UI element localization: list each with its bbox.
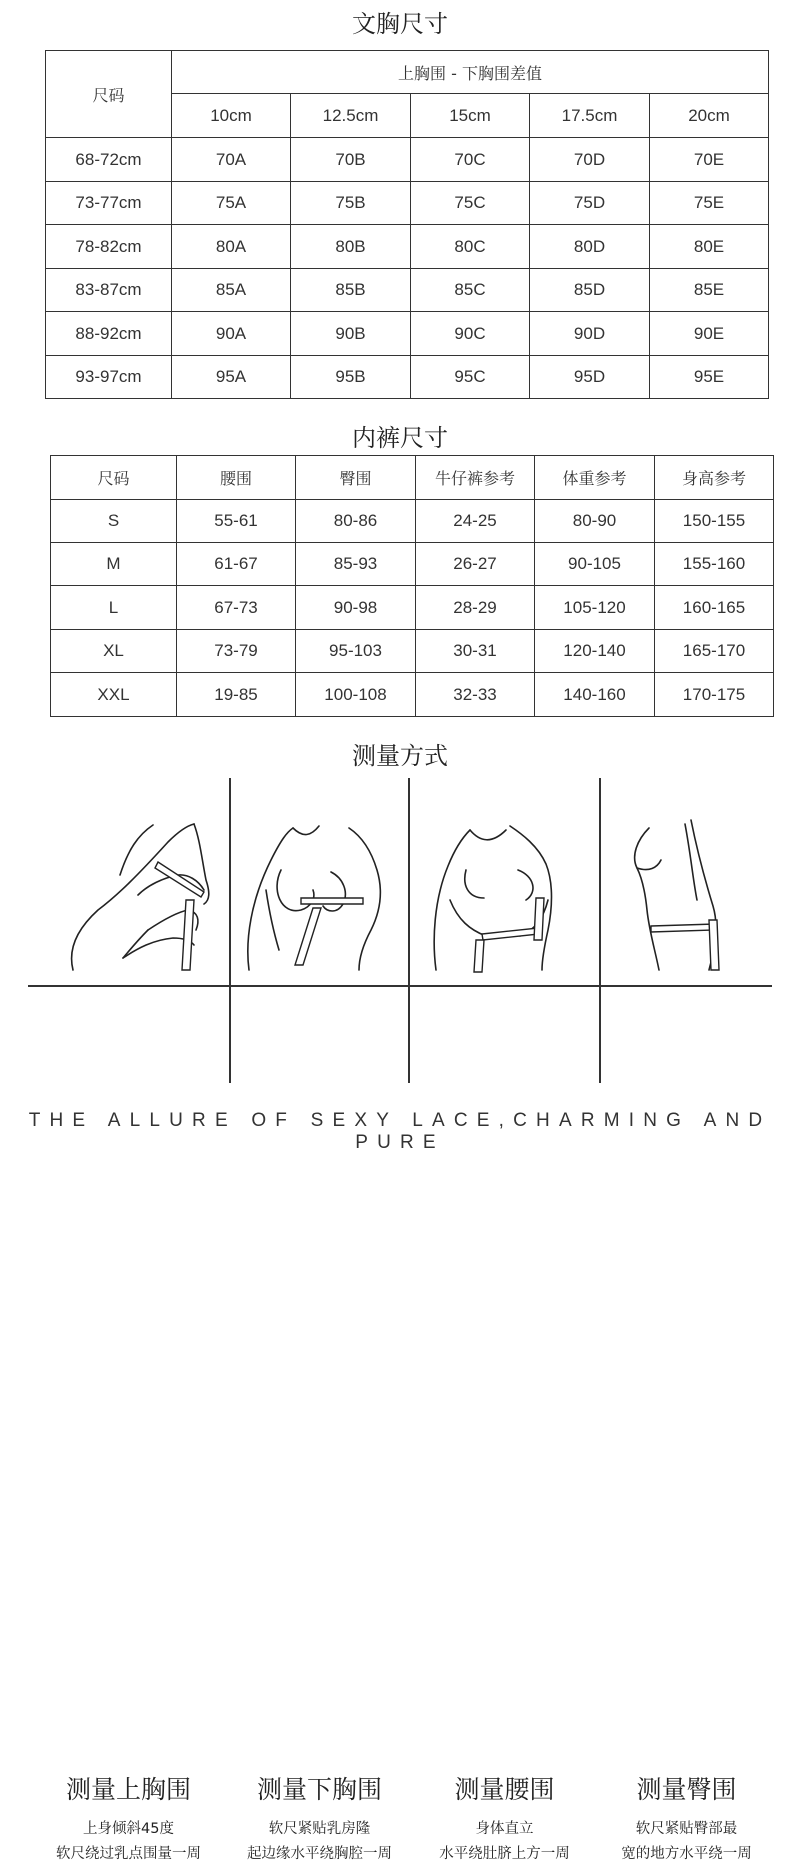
upper-bust-figure-icon: [28, 780, 229, 985]
panty-cell: 155-160: [655, 543, 774, 586]
bra-size-cell: 90C: [411, 312, 530, 356]
bra-size-cell: 70D: [530, 138, 650, 182]
bra-size-cell: 90A: [172, 312, 291, 356]
bra-size-cell: 95B: [291, 356, 411, 399]
panty-header-cell: 腰围: [177, 456, 296, 500]
bra-size-table: [45, 50, 769, 399]
bra-col-header: 17.5cm: [530, 94, 650, 138]
panty-cell: 55-61: [177, 500, 296, 543]
bra-col-header: 12.5cm: [291, 94, 411, 138]
panty-cell: 105-120: [535, 586, 655, 630]
table-row: [46, 182, 769, 225]
panty-cell: 61-67: [177, 543, 296, 586]
panty-header-cell: 臀围: [296, 456, 416, 500]
bra-size-cell: 80C: [411, 225, 530, 269]
panty-cell: 120-140: [535, 630, 655, 673]
bra-col-header: 10cm: [172, 94, 291, 138]
bra-size-cell: 90D: [530, 312, 650, 356]
table-row: [51, 543, 774, 586]
bra-size-cell: 75C: [411, 182, 530, 225]
measure-panel-hip: [601, 780, 772, 1862]
panty-cell: 150-155: [655, 500, 774, 543]
bra-range-cell: 93-97cm: [46, 356, 172, 399]
bra-size-cell: 80D: [530, 225, 650, 269]
table-row: [46, 225, 769, 269]
panty-cell: 160-165: [655, 586, 774, 630]
panty-cell: 95-103: [296, 630, 416, 673]
bra-col-header: 15cm: [411, 94, 530, 138]
bra-size-cell: 95C: [411, 356, 530, 399]
panty-size-title: 内裤尺寸: [352, 424, 448, 452]
bra-range-cell: 73-77cm: [46, 182, 172, 225]
bra-range-cell: 83-87cm: [46, 269, 172, 312]
measure-panel-line1: 软尺紧贴乳房隆: [268, 1821, 371, 1837]
bra-size-cell: 80E: [650, 225, 769, 269]
panty-size-table: [50, 455, 774, 717]
bra-size-cell: 70C: [411, 138, 530, 182]
panty-header-cell: 尺码: [51, 456, 177, 500]
panty-cell: 140-160: [535, 673, 655, 717]
measure-panel-upper-bust: [28, 780, 229, 1862]
bra-col-header: 20cm: [650, 94, 769, 138]
panty-cell: 30-31: [416, 630, 535, 673]
bra-range-cell: 68-72cm: [46, 138, 172, 182]
panty-cell: S: [51, 500, 177, 543]
hip-figure-icon: [601, 780, 772, 985]
panty-cell: 19-85: [177, 673, 296, 717]
bra-size-cell: 95A: [172, 356, 291, 399]
panty-cell: 80-86: [296, 500, 416, 543]
panty-cell: 100-108: [296, 673, 416, 717]
bra-size-cell: 85C: [411, 269, 530, 312]
measure-panel-line2: 宽的地方水平绕一周: [621, 1846, 752, 1862]
measure-panel-title: 测量上胸围: [65, 1775, 191, 1804]
bra-size-cell: 85B: [291, 269, 411, 312]
brand-tagline: THE ALLURE OF SEXY LACE,CHARMING AND PURE: [28, 1110, 772, 1153]
bra-size-cell: 85A: [172, 269, 291, 312]
bra-size-cell: 70A: [172, 138, 291, 182]
panty-cell: 73-79: [177, 630, 296, 673]
panty-cell: 90-105: [535, 543, 655, 586]
measure-panel-title: 测量臀围: [636, 1775, 737, 1804]
panty-header-cell: 身高参考: [655, 456, 774, 500]
bra-range-cell: 88-92cm: [46, 312, 172, 356]
bra-size-cell: 75B: [291, 182, 411, 225]
panty-cell: XXL: [51, 673, 177, 717]
bra-range-cell: 78-82cm: [46, 225, 172, 269]
panty-cell: 32-33: [416, 673, 535, 717]
bra-size-cell: 70E: [650, 138, 769, 182]
panty-cell: 67-73: [177, 586, 296, 630]
bra-size-cell: 90B: [291, 312, 411, 356]
bra-size-title: 文胸尺寸: [352, 10, 448, 38]
bra-size-cell: 75E: [650, 182, 769, 225]
measure-panel-under-bust: [231, 780, 408, 1862]
measure-panel-line1: 上身倾斜45度: [83, 1821, 174, 1837]
table-row: [51, 673, 774, 717]
measure-title: 测量方式: [352, 742, 448, 770]
panty-cell: 170-175: [655, 673, 774, 717]
panty-cell: 165-170: [655, 630, 774, 673]
waist-figure-icon: [410, 780, 599, 985]
table-row: [46, 138, 769, 182]
panty-cell: 80-90: [535, 500, 655, 543]
panty-cell: 24-25: [416, 500, 535, 543]
table-row: [51, 630, 774, 673]
bra-size-cell: 80A: [172, 225, 291, 269]
measure-panel-line1: 软尺紧贴臀部最: [635, 1821, 738, 1837]
measure-panel-title: 测量下胸围: [256, 1775, 382, 1804]
measure-panel-line1: 身体直立: [475, 1821, 534, 1837]
bra-size-cell: 85E: [650, 269, 769, 312]
panty-cell: 90-98: [296, 586, 416, 630]
panty-cell: 26-27: [416, 543, 535, 586]
table-row: [46, 356, 769, 399]
bra-size-cell: 95D: [530, 356, 650, 399]
bra-size-cell: 75D: [530, 182, 650, 225]
panty-header-cell: 体重参考: [535, 456, 655, 500]
bra-size-cell: 95E: [650, 356, 769, 399]
panty-cell: XL: [51, 630, 177, 673]
measure-panel-line2: 软尺绕过乳点围量一周: [56, 1846, 201, 1862]
bra-size-cell: 80B: [291, 225, 411, 269]
bra-size-cell: 90E: [650, 312, 769, 356]
bra-size-cell: 85D: [530, 269, 650, 312]
measure-panel-title: 测量腰围: [454, 1775, 555, 1804]
bra-size-cell: 75A: [172, 182, 291, 225]
panty-cell: M: [51, 543, 177, 586]
panty-header-cell: 牛仔裤参考: [416, 456, 535, 500]
bra-size-cell: 70B: [291, 138, 411, 182]
measure-panel-waist: [410, 780, 599, 1862]
table-row: [46, 312, 769, 356]
bra-diff-header: 上胸围 - 下胸围差值: [172, 51, 769, 94]
panty-cell: L: [51, 586, 177, 630]
table-row: [51, 586, 774, 630]
table-row: [46, 269, 769, 312]
measure-panel-line2: 水平绕肚脐上方一周: [439, 1846, 570, 1862]
measure-panel-line2: 起边缘水平绕胸腔一周: [247, 1846, 392, 1862]
panty-cell: 85-93: [296, 543, 416, 586]
under-bust-figure-icon: [231, 780, 408, 985]
panty-cell: 28-29: [416, 586, 535, 630]
table-row: [51, 500, 774, 543]
bra-size-header: 尺码: [46, 51, 172, 138]
